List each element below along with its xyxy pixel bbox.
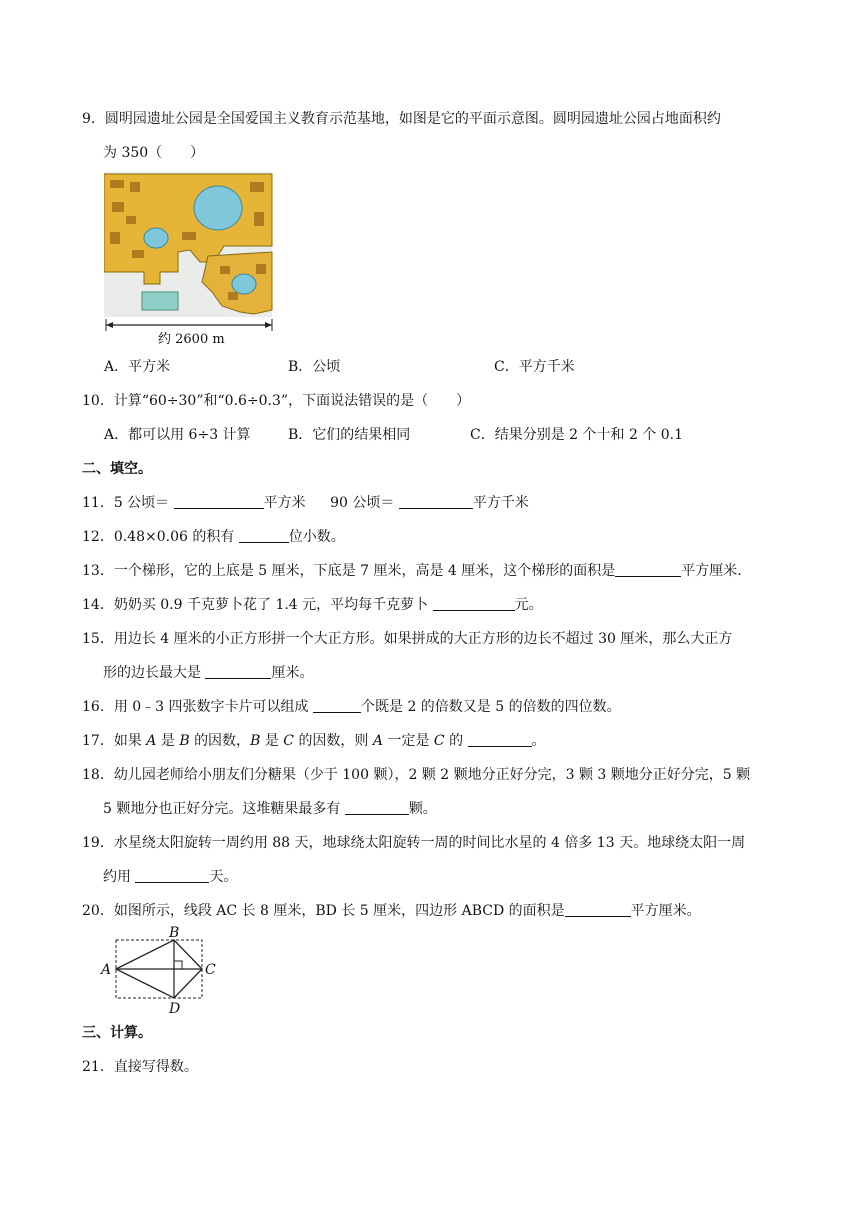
- section-2-title: 二、填空。: [82, 461, 152, 477]
- map-lake-main: [194, 186, 242, 230]
- q15-line1: [82, 629, 732, 649]
- q15-part2: 厘米。: [271, 665, 314, 681]
- q10-text: 计算“60÷30”和“0.6÷0.3”，下面说法错误的是（ ）: [113, 393, 471, 409]
- q15-part1: 形的边长最大是: [103, 665, 201, 681]
- q17-var-a: A: [372, 733, 384, 749]
- quadrilateral-figure: [96, 926, 222, 1016]
- q15-number: 15．: [82, 631, 114, 647]
- q18-blank[interactable]: [345, 800, 409, 815]
- q10-option-a[interactable]: A．都可以用 6÷3 计算: [104, 427, 251, 443]
- q15-blank[interactable]: [205, 664, 271, 679]
- q12-number: 12．: [82, 529, 114, 545]
- q17-blank[interactable]: [468, 732, 532, 747]
- q12-part2: 位小数。: [288, 529, 345, 545]
- q16-blank[interactable]: [313, 698, 361, 713]
- q19-line1: [82, 833, 745, 853]
- label-a: A: [101, 962, 112, 978]
- label-c: C: [205, 962, 216, 978]
- q9-text-line1: 圆明园遗址公园是全国爱国主义教育示范基地，如图是它的平面示意图。圆明园遗址公园占地面积约: [104, 111, 721, 127]
- q10-option-c[interactable]: C．结果分别是 2 个十和 2 个 0.1: [470, 427, 684, 443]
- q17-var-a: A: [146, 733, 157, 749]
- q14-number: 14．: [82, 597, 114, 613]
- map-arrow-left: [106, 322, 113, 328]
- q10-line: [82, 391, 470, 411]
- q12-line: [82, 527, 345, 547]
- q16-number: 16．: [82, 699, 114, 715]
- q17-var-c: C: [283, 733, 294, 749]
- q17-text: 。: [531, 733, 546, 749]
- q13-line: [82, 561, 742, 581]
- q9-number: 9．: [82, 111, 105, 127]
- q9-option-b[interactable]: B．公顷: [288, 359, 341, 375]
- q17-var-b: B: [179, 733, 190, 749]
- map-lake-right: [232, 274, 256, 294]
- q19-line2: [103, 867, 237, 887]
- q16-part1: 用 0﹣3 四张数字卡片可以组成: [113, 699, 309, 715]
- q18-part1: 5 颗地分也正好分完。这堆糖果最多有: [103, 801, 341, 817]
- q19-number: 19．: [82, 835, 114, 851]
- q21-text: 直接写得数。: [113, 1059, 198, 1075]
- q11-part1: 5 公顷＝: [113, 495, 170, 511]
- q18-part2: 颗。: [408, 801, 437, 817]
- map-lake-small: [144, 228, 168, 248]
- q16-line: [82, 697, 621, 717]
- q11-part3: 90 公顷＝: [330, 495, 395, 511]
- q17-var-b: B: [250, 733, 261, 749]
- q20-part2: 平方厘米。: [630, 903, 701, 919]
- q9-line1: [82, 109, 721, 129]
- q11-number: 11．: [82, 495, 114, 511]
- q11-blank-2[interactable]: [399, 494, 473, 509]
- q20-line: [82, 901, 701, 921]
- q13-number: 13．: [82, 563, 114, 579]
- q19-text-line1: 水星绕太阳旋转一周约用 88 天，地球绕太阳旋转一周的时间比水星的 4 倍多 13 天。地球绕太阳一周: [113, 835, 746, 851]
- q12-blank[interactable]: [239, 528, 289, 543]
- q16-part2: 个既是 2 的倍数又是 5 的倍数的四位数。: [361, 699, 621, 715]
- q18-line1: [82, 765, 750, 785]
- q17-text: 的因数，: [194, 733, 251, 749]
- q13-blank[interactable]: [615, 562, 681, 577]
- q17-text: 的: [449, 733, 464, 749]
- q19-part1: 约用: [103, 869, 131, 885]
- q11-part2: 平方米: [263, 495, 306, 511]
- q20-part1: 如图所示，线段 AC 长 8 厘米，BD 长 5 厘米，四边形 ABCD 的面积是: [113, 903, 565, 919]
- q14-part2: 元。: [514, 597, 543, 613]
- q9-option-c[interactable]: C．平方千米: [494, 359, 575, 375]
- q18-text-line1: 幼儿园老师给小朋友们分糖果（少于 100 颗），2 颗 2 颗地分正好分完，3 颗 3 颗地分正好分完，5 颗: [113, 767, 751, 783]
- q10-option-b[interactable]: B．它们的结果相同: [288, 427, 411, 443]
- q13-part2: 平方厘米.: [681, 563, 742, 579]
- q17-var-c: C: [433, 733, 445, 749]
- q9-text-line2: 为 350（ ）: [103, 145, 205, 161]
- right-angle-mark: [174, 961, 182, 969]
- q18-line2: [103, 799, 437, 819]
- q13-part1: 一个梯形，它的上底是 5 厘米，下底是 7 厘米，高是 4 厘米，这个梯形的面积是: [113, 563, 616, 579]
- map-figure: [104, 172, 276, 348]
- q17-text: 是: [264, 733, 279, 749]
- q19-part2: 天。: [209, 869, 238, 885]
- q11-blank-1[interactable]: [174, 494, 264, 509]
- q14-line: [82, 595, 543, 615]
- map-caption: 约 2600 m: [158, 332, 225, 347]
- q20-blank[interactable]: [565, 902, 631, 917]
- q14-blank[interactable]: [433, 596, 515, 611]
- q17-text: 一定是: [387, 733, 430, 749]
- map-entrance: [142, 292, 178, 310]
- q17-number: 17．: [82, 733, 114, 749]
- q15-line2: [103, 663, 313, 683]
- q11-part4: 平方千米: [472, 495, 529, 511]
- q10-number: 10．: [82, 393, 114, 409]
- q18-number: 18．: [82, 767, 114, 783]
- q12-part1: 0.48×0.06 的积有: [113, 529, 235, 545]
- q21-number: 21．: [82, 1059, 114, 1075]
- q17-text: 的因数，则: [298, 733, 369, 749]
- q19-blank[interactable]: [135, 868, 209, 883]
- q21-line: [82, 1057, 198, 1077]
- q17-line: [82, 731, 546, 751]
- q17-text: 如果: [113, 733, 142, 749]
- q15-text-line1: 用边长 4 厘米的小正方形拼一个大正方形。如果拼成的大正方形的边长不超过 30 厘米，那么大正方: [113, 631, 733, 647]
- label-d: D: [169, 1001, 181, 1016]
- q20-number: 20．: [82, 903, 114, 919]
- q9-option-a[interactable]: A．平方米: [104, 359, 171, 375]
- map-arrow-right: [265, 322, 272, 328]
- q14-part1: 奶奶买 0.9 千克萝卜花了 1.4 元，平均每千克萝卜: [113, 597, 429, 613]
- label-b: B: [169, 926, 180, 941]
- q11-line: [82, 493, 529, 513]
- section-3-title: 三、计算。: [82, 1025, 152, 1041]
- q17-text: 是: [160, 733, 175, 749]
